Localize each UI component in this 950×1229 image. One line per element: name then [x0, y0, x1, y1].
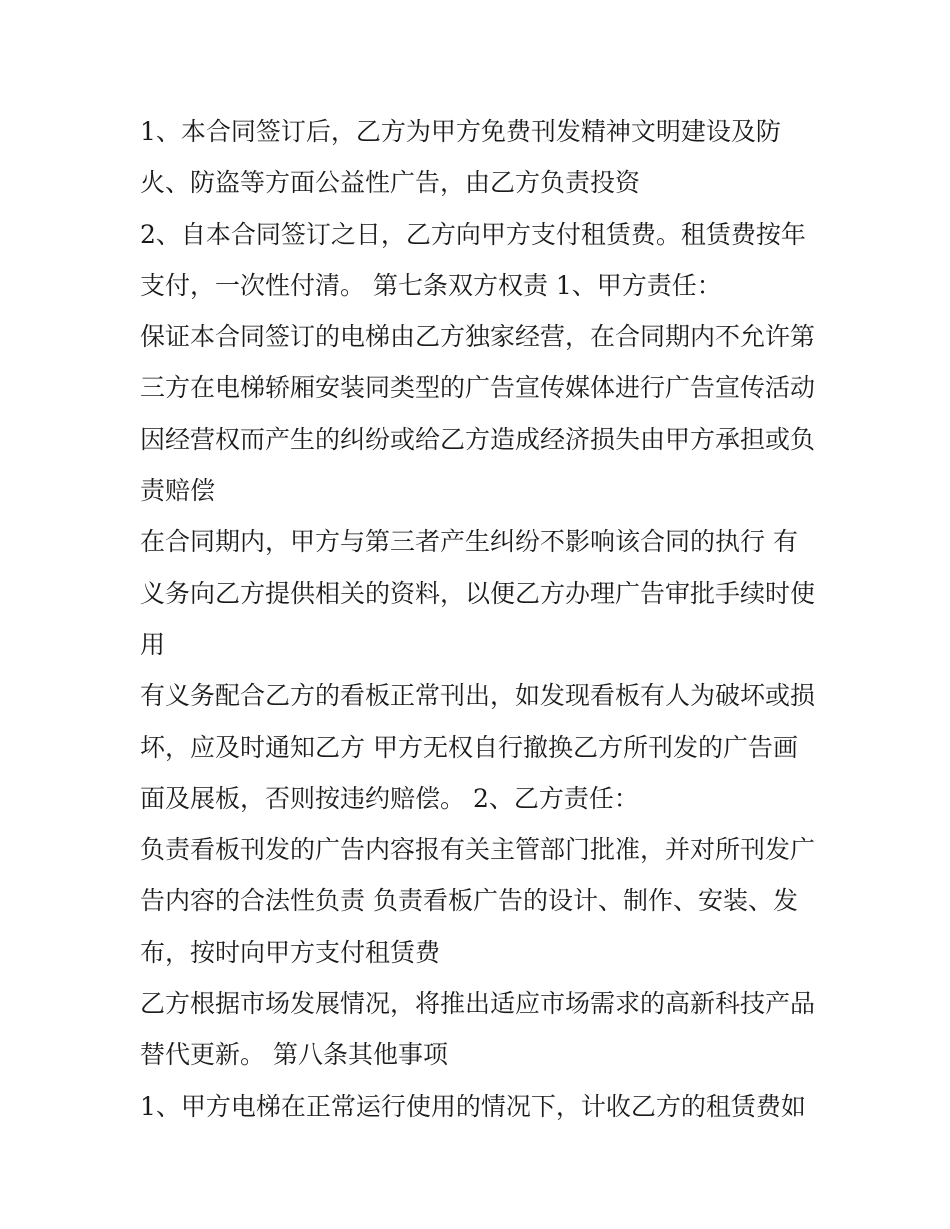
text-line: 布，按时向甲方支付租赁费	[140, 937, 441, 967]
text-line: 告内容的合法性负责 负责看板广告的设计、制作、安装、发	[140, 886, 798, 916]
text-line: 2、自本合同签订之日，乙方向甲方支付租赁费。租赁费按年	[140, 219, 806, 249]
text-line: 火、防盗等方面公益性广告，由乙方负责投资	[140, 168, 641, 198]
text-line: 支付，一次性付清。 第七条双方权责 1、甲方责任：	[140, 270, 722, 300]
contract-text	[140, 106, 820, 1132]
text-line: 坏，应及时通知乙方 甲方无权自行撤换乙方所刊发的广告画	[140, 732, 798, 762]
text-line: 1、本合同签订后，乙方为甲方免费刊发精神文明建设及防	[140, 117, 781, 146]
text-line: 三方在电梯轿厢安装同类型的广告宣传媒体进行广告宣传活动	[140, 373, 816, 403]
text-line: 用	[140, 629, 166, 659]
text-line: 面及展板，否则按违约赔偿。 2、乙方责任：	[140, 783, 639, 813]
text-line: 责赔偿	[140, 476, 216, 506]
text-line: 有义务配合乙方的看板正常刊出，如发现看板有人为破坏或损	[140, 681, 816, 711]
text-line: 因经营权而产生的纠纷或给乙方造成经济损失由甲方承担或负	[140, 424, 816, 454]
text-line: 1、甲方电梯在正常运行使用的情况下，计收乙方的租赁费如	[140, 1091, 806, 1121]
text-line: 乙方根据市场发展情况，将推出适应市场需求的高新科技产品	[140, 989, 816, 1019]
text-line: 义务向乙方提供相关的资料，以便乙方办理广告审批手续时使	[140, 578, 816, 608]
text-line: 替代更新。 第八条其他事项	[140, 1040, 448, 1070]
text-line: 在合同期内，甲方与第三者产生纠纷不影响该合同的执行 有	[140, 527, 798, 557]
text-line: 负责看板刊发的广告内容报有关主管部门批准，并对所刊发广	[140, 835, 816, 865]
text-line: 保证本合同签订的电梯由乙方独家经营，在合同期内不允许第	[140, 322, 816, 352]
